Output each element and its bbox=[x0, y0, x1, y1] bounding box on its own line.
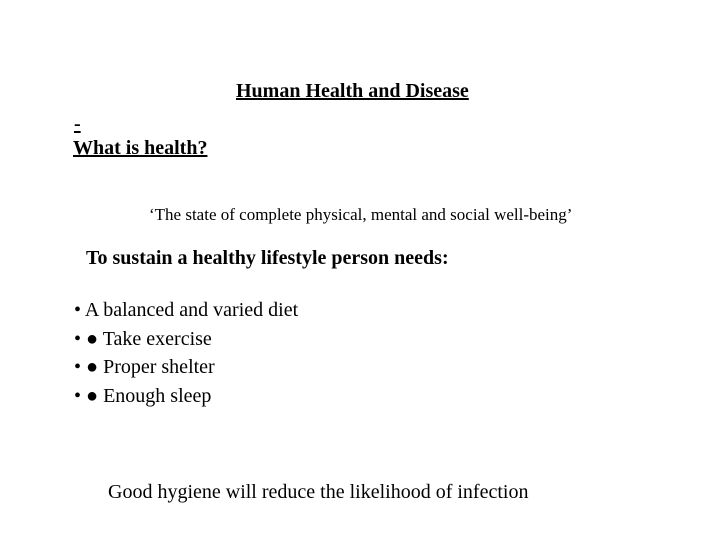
health-definition: ‘The state of complete physical, mental and social well-being’ bbox=[149, 205, 573, 224]
list-item: • ● Proper shelter bbox=[74, 356, 215, 378]
hygiene-note: Good hygiene will reduce the likelihood of infection bbox=[108, 481, 529, 503]
question-heading: What is health? bbox=[73, 137, 208, 159]
list-item: • ● Take exercise bbox=[74, 327, 212, 350]
list-item: • ● Enough sleep bbox=[74, 384, 212, 407]
lifestyle-subheading: To sustain a healthy lifestyle person needs: bbox=[86, 247, 449, 269]
slide-title: Human Health and Disease bbox=[236, 80, 469, 102]
list-item: • A balanced and varied diet bbox=[74, 299, 299, 321]
needs-list bbox=[74, 296, 298, 410]
dash-mark: - bbox=[74, 113, 81, 135]
